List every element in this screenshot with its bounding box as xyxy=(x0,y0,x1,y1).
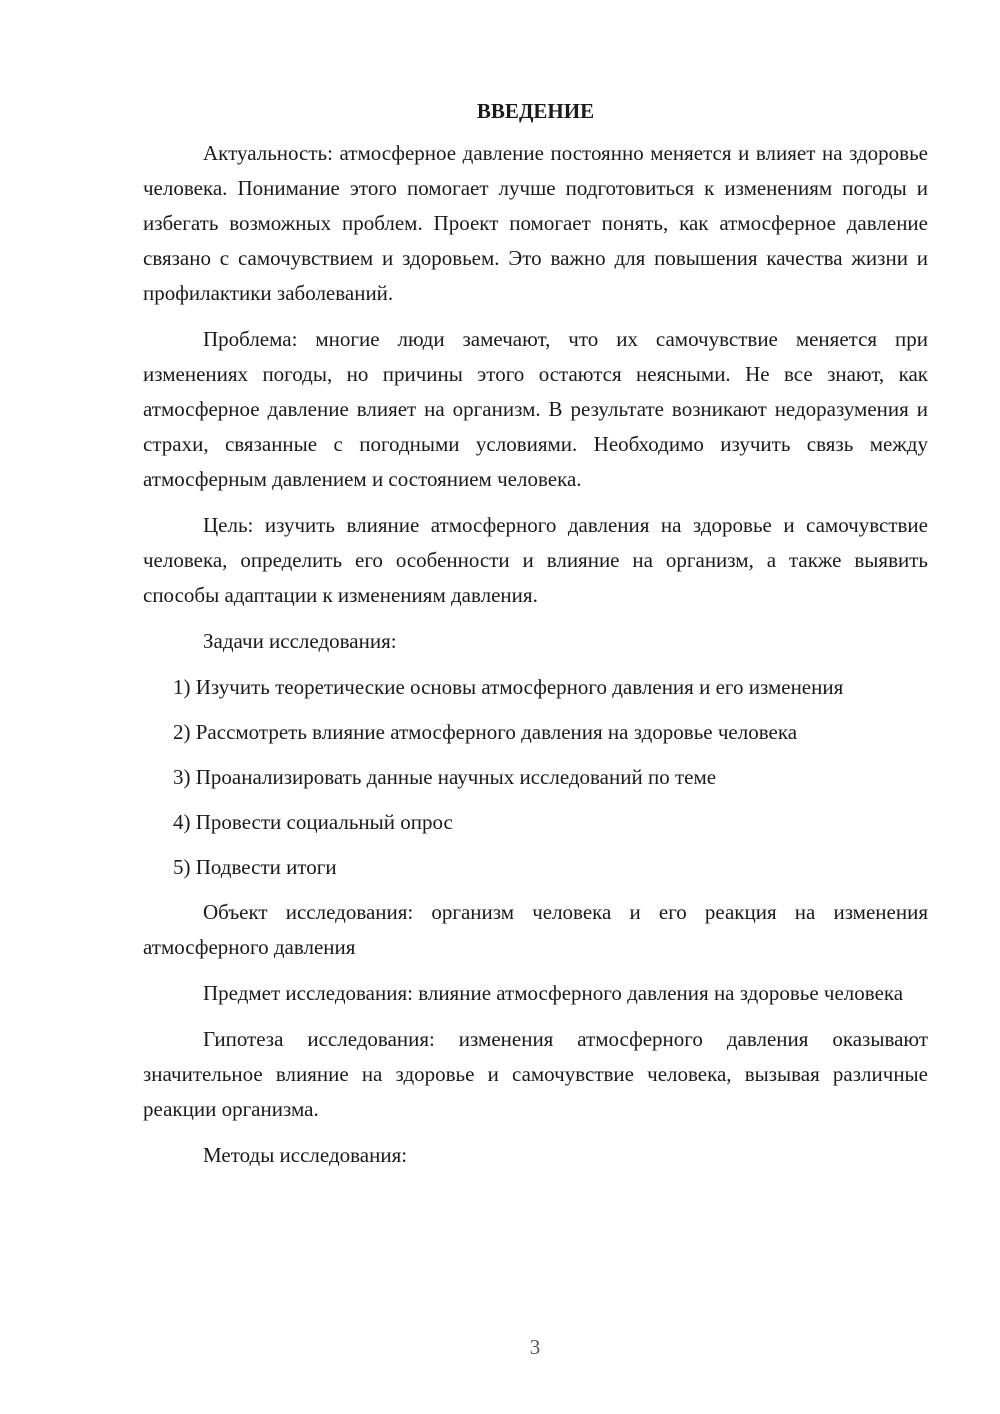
list-item: 3) Проанализировать данные научных исследований по теме xyxy=(173,765,717,789)
list-item: 1) Изучить теоретические основы атмосферного давления и его изменения xyxy=(173,675,844,699)
tasks-list xyxy=(143,670,928,885)
methods-heading: Методы исследования: xyxy=(203,1143,408,1167)
subject-paragraph: Предмет исследования: влияние атмосферного давления на здоровье человека xyxy=(203,981,904,1005)
page-number: 3 xyxy=(529,1335,541,1359)
list-item: 4) Провести социальный опрос xyxy=(173,810,453,834)
tasks-heading: Задачи исследования: xyxy=(203,629,397,653)
relevance-paragraph: Актуальность: атмосферное давление постоянно меняется и влияет на здоровье человека. Понимание этого помогает лучше подготовиться к изменениям погоды и избегать возможных проблем. Проект помогает понять, как атмосферное давление связано с самочувствием и здоровьем. Это важно для повышения качества жизни и профилактики заболеваний. xyxy=(143,141,928,305)
page-title: ВВЕДЕНИЕ xyxy=(476,99,595,123)
list-item: 2) Рассмотреть влияние атмосферного давления на здоровье человека xyxy=(173,720,798,744)
hypothesis-paragraph: Гипотеза исследования: изменения атмосферного давления оказывают значительное влияние на здоровье и самочувствие человека, вызывая различные реакции организма. xyxy=(143,1027,928,1121)
goal-paragraph: Цель: изучить влияние атмосферного давления на здоровье и самочувствие человека, определить его особенности и влияние на организм, а также выявить способы адаптации к изменениям давления. xyxy=(143,513,928,607)
page-content xyxy=(143,97,928,1184)
problem-paragraph: Проблема: многие люди замечают, что их самочувствие меняется при изменениях погоды, но причины этого остаются неясными. Не все знают, как атмосферное давление влияет на организм. В результате возникают недоразумения и страхи, связанные с погодными условиями. Необходимо изучить связь между атмосферным давлением и состоянием человека. xyxy=(143,327,928,491)
object-paragraph: Объект исследования: организм человека и его реакция на изменения атмосферного давления xyxy=(143,900,928,959)
list-item: 5) Подвести итоги xyxy=(173,855,337,879)
